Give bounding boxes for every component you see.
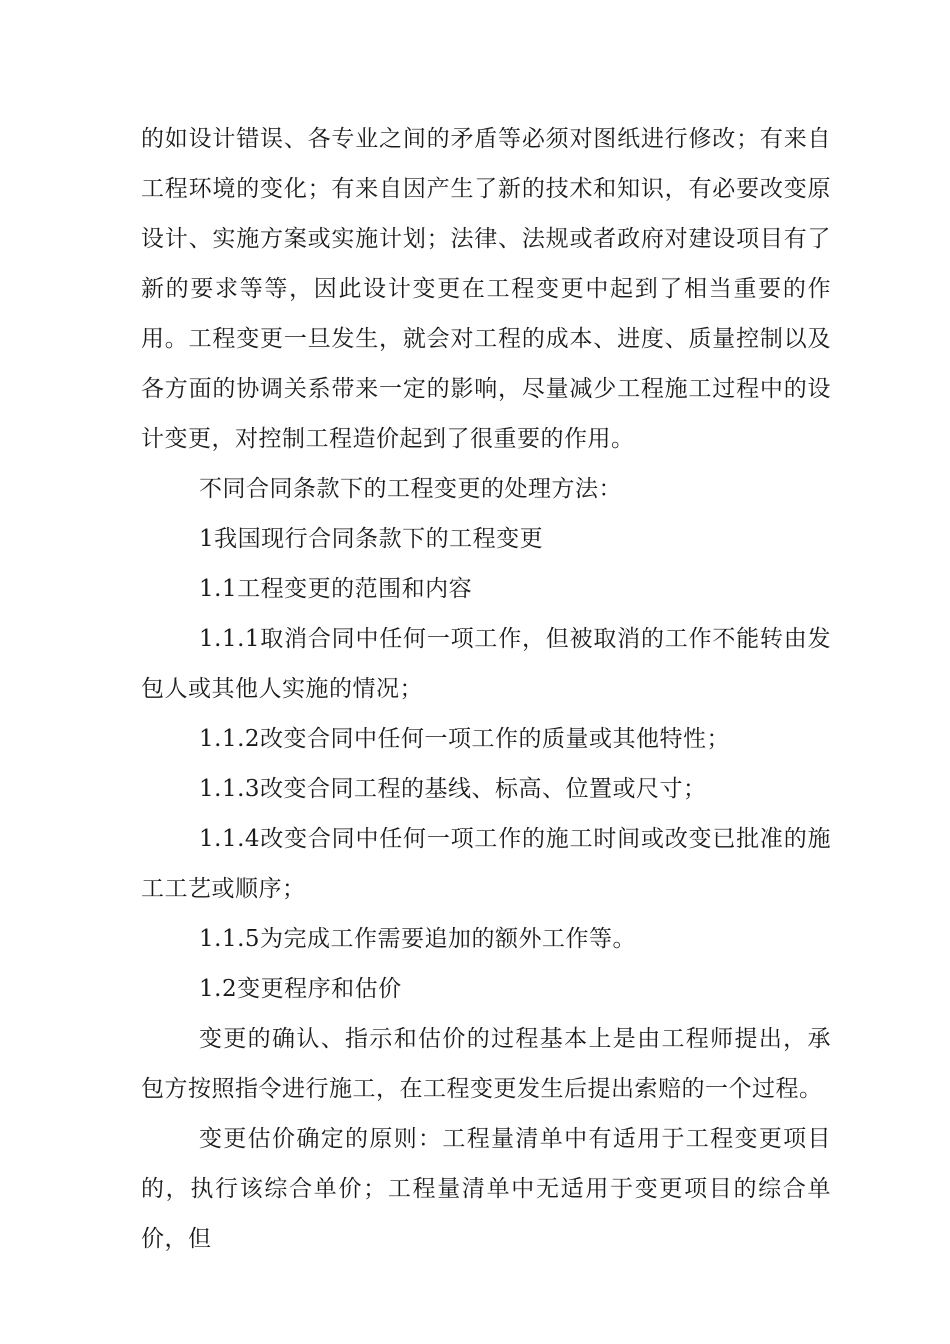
- heading-section-1-1: 1.1工程变更的范围和内容: [199, 576, 473, 602]
- heading-section-1-2: 1.2变更程序和估价: [199, 976, 402, 1002]
- paragraph-handling-methods: 不同合同条款下的工程变更的处理方法：: [199, 476, 622, 502]
- paragraph-change-process: 变更的确认、指示和估价的过程基本上是由工程师提出，承包方按照指令进行施工，在工程变更发生后提出索赔的一个过程。: [141, 1026, 831, 1102]
- paragraph-valuation-principle: 变更估价确定的原则：工程量清单中有适用于工程变更项目的，执行该综合单价；工程量清单中无适用于变更项目的综合单价，但: [141, 1126, 831, 1252]
- list-item-1-1-3: 1.1.3改变合同工程的基线、标高、位置或尺寸；: [199, 776, 707, 802]
- heading-section-1: 1我国现行合同条款下的工程变更: [199, 526, 544, 552]
- document-body: [141, 114, 831, 1264]
- list-item-1-1-2: 1.1.2改变合同中任何一项工作的质量或其他特性；: [199, 726, 731, 752]
- paragraph-continued-intro: 的如设计错误、各专业之间的矛盾等必须对图纸进行修改；有来自工程环境的变化；有来自因产生了新的技术和知识，有必要改变原设计、实施方案或实施计划；法律、法规或者政府对建设项目有了新的要求等等，因此设计变更在工程变更中起到了相当重要的作用。工程变更一旦发生，就会对工程的成本、进度、质量控制以及各方面的协调关系带来一定的影响，尽量减少工程施工过程中的设计变更，对控制工程造价起到了很重要的作用。: [141, 126, 831, 452]
- list-item-1-1-4: 1.1.4改变合同中任何一项工作的施工时间或改变已批准的施工工艺或顺序；: [141, 826, 831, 902]
- list-item-1-1-5: 1.1.5为完成工作需要追加的额外工作等。: [199, 926, 637, 952]
- list-item-1-1-1: 1.1.1取消合同中任何一项工作，但被取消的工作不能转由发包人或其他人实施的情况；: [141, 626, 831, 702]
